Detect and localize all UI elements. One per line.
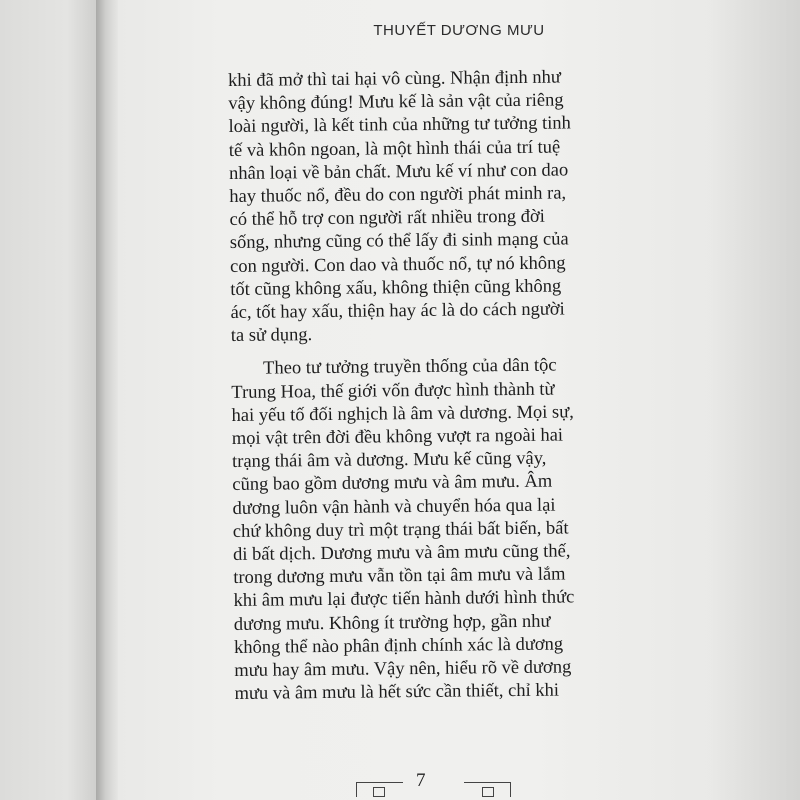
text-line: khi đã mở thì tai hại vô cùng. Nhận định như bbox=[228, 67, 561, 91]
text-line: Theo tư tưởng truyền thống của dân tộc bbox=[263, 356, 557, 380]
text-line: Trung Hoa, thế giới vốn được hình thành từ bbox=[231, 379, 555, 403]
text-line: sống, nhưng cũng có thể lấy đi sinh mạng của bbox=[229, 229, 569, 254]
text-line: có thể hỗ trợ con người rất nhiều trong đời bbox=[229, 206, 545, 231]
right-edge-shadow bbox=[710, 0, 800, 800]
text-line: mưu và âm mưu là hết sức cần thiết, chỉ khi bbox=[234, 680, 560, 705]
text-line: dương luôn vận hành và chuyển hóa qua lại bbox=[232, 495, 556, 519]
book-page bbox=[118, 0, 800, 800]
text-line: con người. Con dao và thuốc nổ, tự nó không bbox=[229, 253, 566, 277]
text-line: nhân loại về bản chất. Mưu kế ví như con dao bbox=[228, 160, 569, 184]
left-page bbox=[0, 0, 96, 800]
text-line: chứ không duy trì một trạng thái bất biến, bất bbox=[232, 518, 569, 542]
text-line: hai yếu tố đối nghịch là âm và dương. Mọi sự, bbox=[231, 402, 574, 426]
text-line: khi âm mưu lại được tiến hành dưới hình thức bbox=[233, 587, 575, 612]
text-line: mưu hay âm mưu. Vậy nên, hiểu rõ về dương bbox=[234, 657, 572, 682]
text-line: hay thuốc nổ, đều do con người phát minh ra, bbox=[229, 183, 567, 208]
text-line: dương mưu. Không ít trường hợp, gần như bbox=[233, 611, 551, 635]
footer-ornament-left-icon bbox=[356, 782, 403, 797]
paragraph-1 bbox=[228, 65, 731, 349]
text-line: cũng bao gồm dương mưu và âm mưu. Âm bbox=[232, 472, 553, 496]
text-line: vậy không đúng! Mưu kế là sản vật của riêng bbox=[228, 90, 564, 115]
text-line: loài người, là kết tinh của những tư tưởng tinh bbox=[228, 113, 571, 138]
text-line: trong dương mưu vẫn tồn tại âm mưu và lắm bbox=[233, 564, 566, 589]
text-line: trạng thái âm và dương. Mưu kế cũng vậy, bbox=[232, 448, 547, 473]
book-gutter bbox=[96, 0, 118, 800]
footer-ornament-right-icon bbox=[464, 782, 511, 797]
text-line: mọi vật trên đời đều không vượt ra ngoài hai bbox=[231, 425, 564, 450]
paragraph-2 bbox=[231, 353, 735, 706]
text-line: tốt cũng không xấu, không thiện cũng không bbox=[230, 276, 562, 300]
body-text bbox=[228, 65, 735, 707]
text-line: di bất dịch. Dương mưu và âm mưu cũng thế, bbox=[232, 541, 571, 566]
running-head: THUYẾT DƯƠNG MƯU bbox=[373, 22, 545, 39]
text-line: ác, tốt hay xấu, thiện hay ác là do cách người bbox=[230, 299, 565, 324]
text-line: không thể nào phân định chính xác là dương bbox=[233, 634, 564, 658]
text-line: tế và khôn ngoan, là một hình thái của trí tuệ bbox=[228, 137, 561, 161]
page-number: 7 bbox=[416, 770, 426, 791]
text-line: ta sử dụng. bbox=[230, 325, 313, 347]
